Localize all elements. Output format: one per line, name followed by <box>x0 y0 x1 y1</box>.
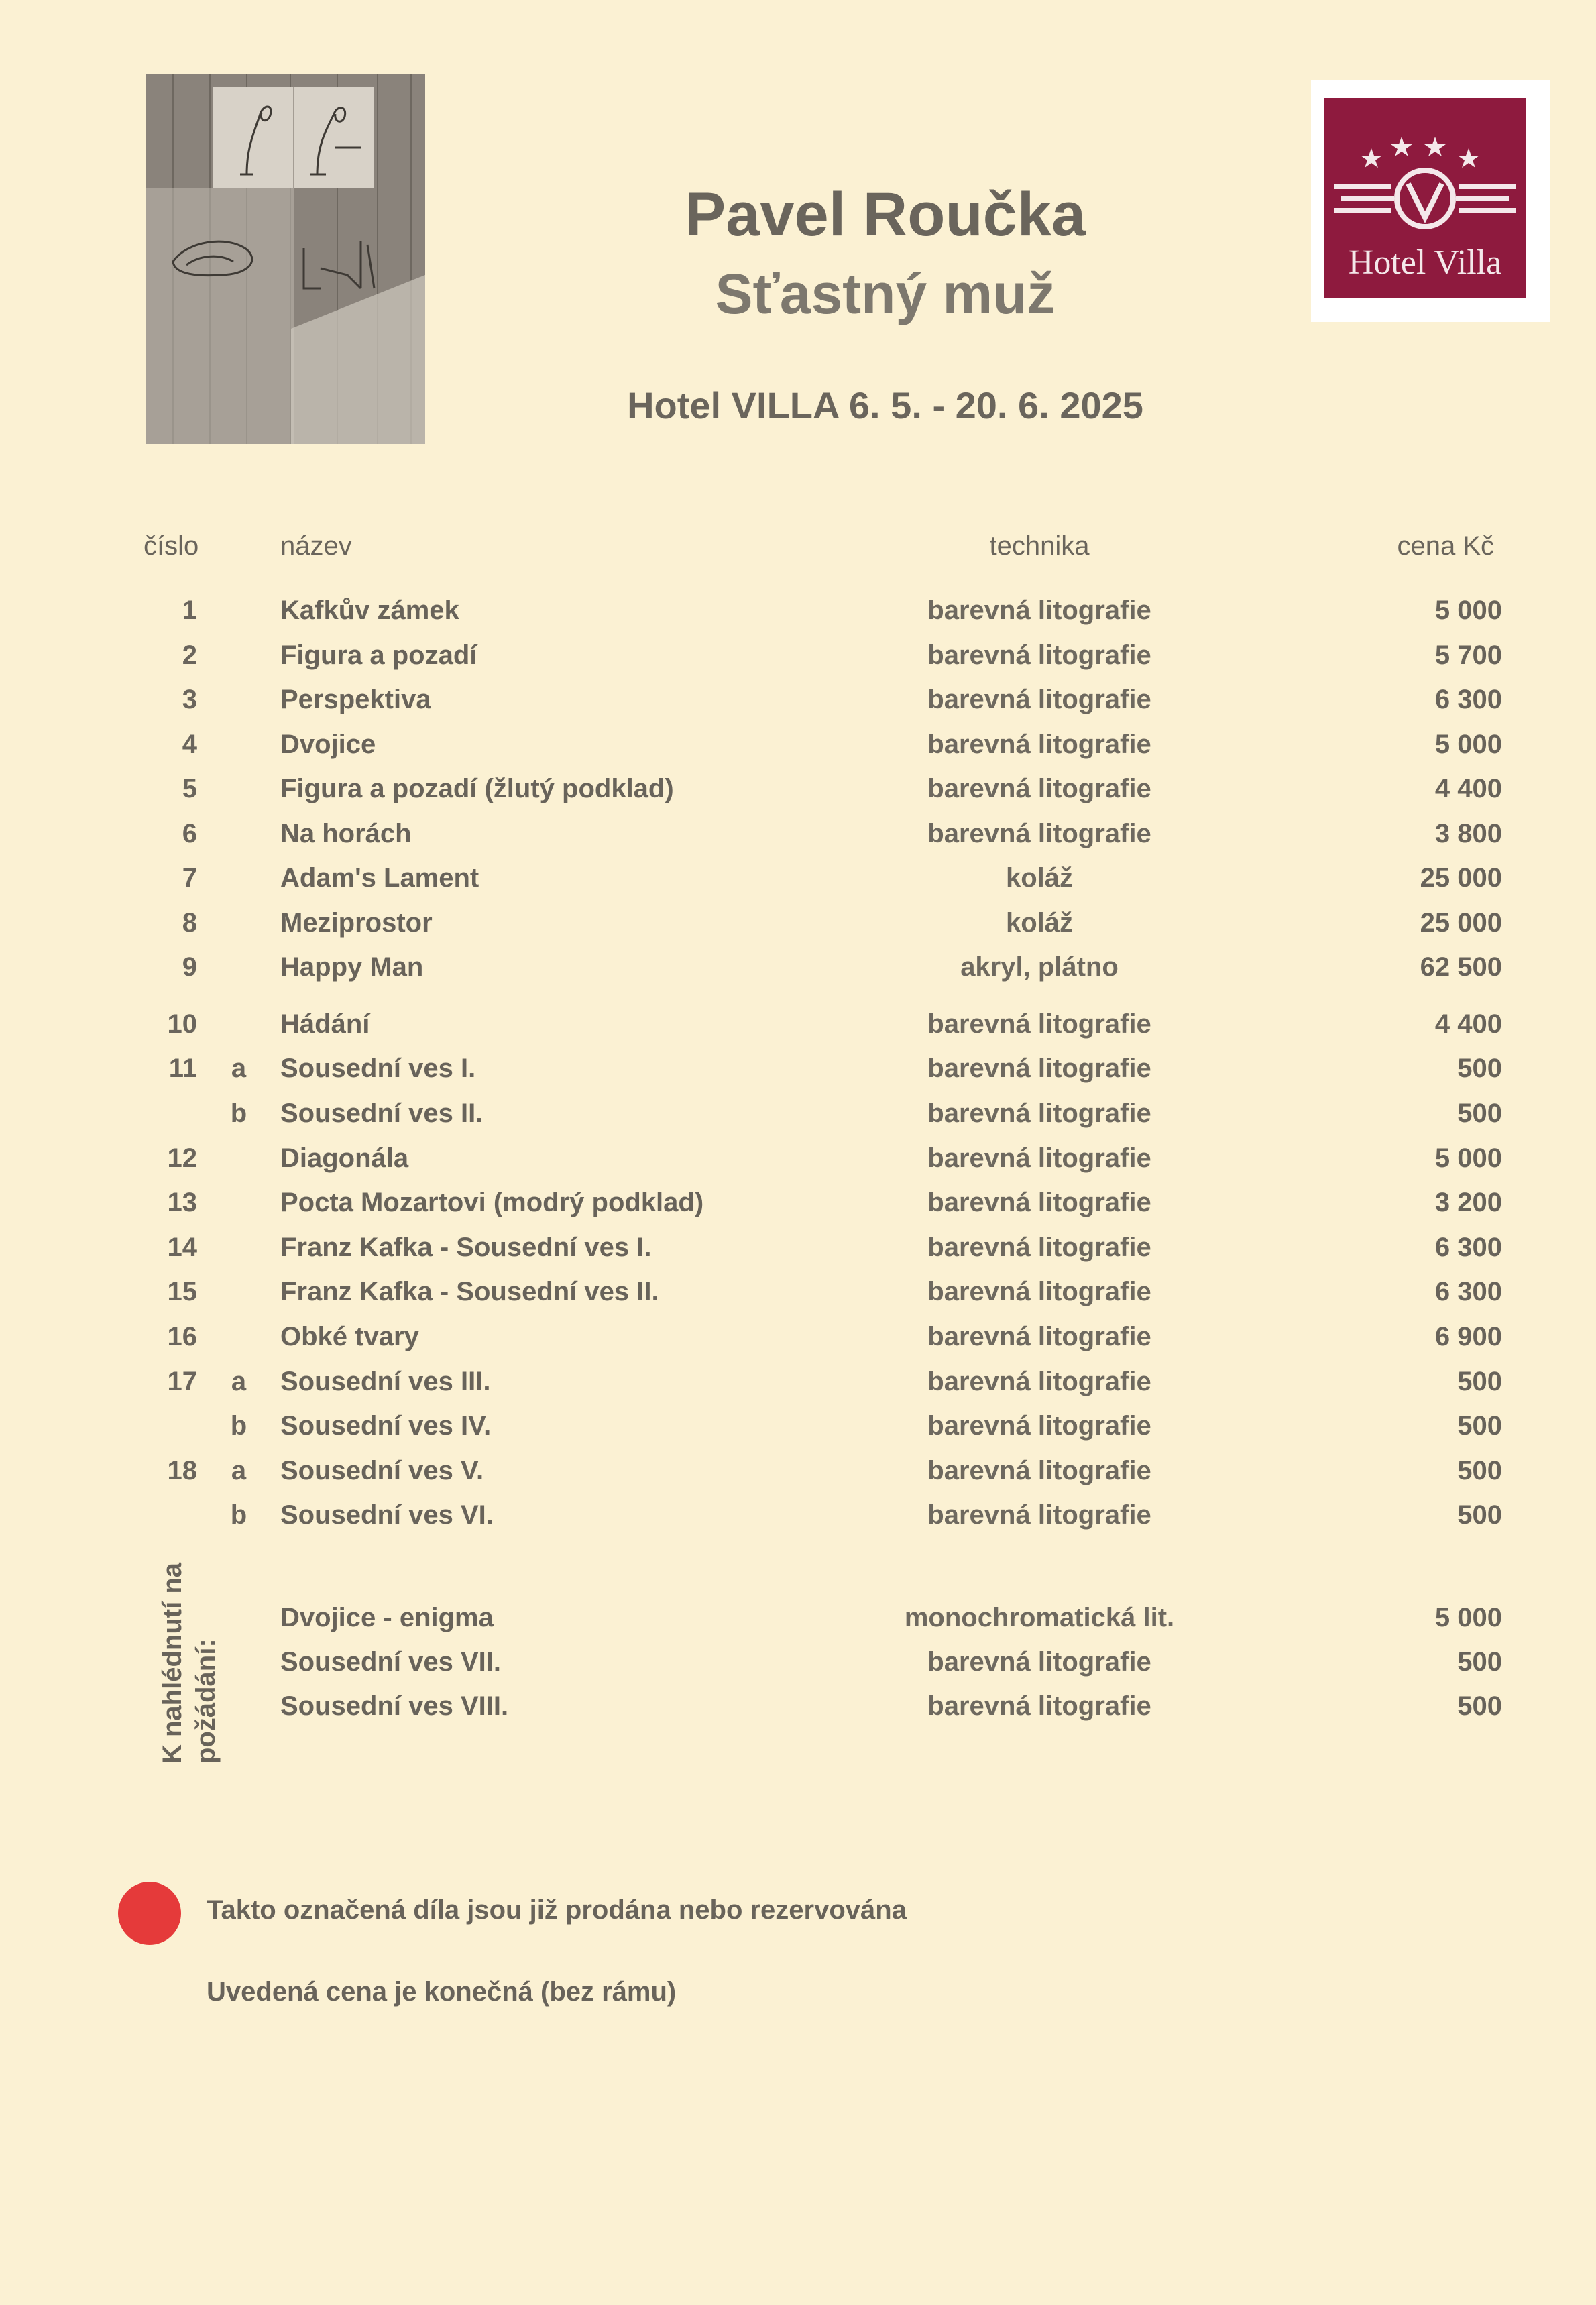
row-title: Sousední ves IV. <box>280 1411 492 1441</box>
row-technique: barevná litografie <box>927 1322 1151 1351</box>
row-number: 14 <box>167 1233 197 1262</box>
column-header-name: název <box>280 531 352 561</box>
row-number: 16 <box>167 1322 197 1351</box>
row-number: 18 <box>167 1456 197 1485</box>
logo-badge <box>1324 98 1526 298</box>
table-row <box>0 819 1596 859</box>
row-price: 62 500 <box>1420 952 1502 982</box>
row-price: 5 000 <box>1434 1143 1502 1173</box>
row-technique: barevná litografie <box>927 1233 1151 1262</box>
row-title: Happy Man <box>280 952 424 982</box>
price-note: Uvedená cena je konečná (bez rámu) <box>207 1977 677 2007</box>
row-technique: barevná litografie <box>927 1691 1151 1721</box>
row-technique: barevná litografie <box>927 1456 1151 1485</box>
row-title: Na horách <box>280 819 412 848</box>
row-price: 500 <box>1457 1411 1502 1441</box>
row-title: Sousední ves I. <box>280 1054 476 1083</box>
table-row <box>0 1099 1596 1139</box>
table-row <box>0 863 1596 903</box>
logo-text: Hotel Villa <box>1348 243 1502 282</box>
row-technique: koláž <box>1005 908 1074 938</box>
row-title: Adam's Lament <box>280 863 479 893</box>
row-price: 500 <box>1457 1691 1502 1721</box>
table-row <box>0 774 1596 814</box>
row-title: Meziprostor <box>280 908 433 938</box>
row-title: Sousední ves II. <box>280 1099 483 1128</box>
table-row <box>0 1411 1596 1451</box>
row-price: 500 <box>1457 1456 1502 1485</box>
table-row <box>0 1009 1596 1050</box>
table-row <box>0 730 1596 770</box>
artwork-thumbnail <box>146 74 425 444</box>
row-number: 7 <box>182 863 197 893</box>
row-sub: b <box>230 1099 247 1128</box>
column-header-number: číslo <box>144 531 199 561</box>
row-title: Figura a pozadí (žlutý podklad) <box>280 774 674 803</box>
row-title: Sousední ves VI. <box>280 1500 494 1530</box>
row-price: 6 300 <box>1434 1277 1502 1306</box>
row-price: 4 400 <box>1434 774 1502 803</box>
row-price: 5 000 <box>1434 730 1502 759</box>
row-title: Perspektiva <box>280 685 431 714</box>
row-title: Kafkův zámek <box>280 596 459 625</box>
row-title: Sousední ves V. <box>280 1456 484 1485</box>
row-sub: b <box>230 1411 247 1441</box>
table-row <box>0 1500 1596 1540</box>
on-request-label-line2: požádání: <box>191 1638 221 1764</box>
row-number: 8 <box>182 908 197 938</box>
artist-name: Pavel Roučka <box>684 180 1086 249</box>
list-item <box>0 1691 1596 1732</box>
row-price: 6 900 <box>1434 1322 1502 1351</box>
row-number: 6 <box>182 819 197 848</box>
row-title: Figura a pozadí <box>280 640 477 670</box>
row-price: 5 700 <box>1434 640 1502 670</box>
row-number: 9 <box>182 952 197 982</box>
row-title: Hádání <box>280 1009 370 1039</box>
row-number: 17 <box>167 1367 197 1396</box>
sold-note: Takto označená díla jsou již prodána nebo rezervována <box>207 1895 907 1925</box>
row-price: 500 <box>1457 1367 1502 1396</box>
row-number: 4 <box>182 730 197 759</box>
row-title: Obké tvary <box>280 1322 419 1351</box>
row-price: 6 300 <box>1434 685 1502 714</box>
row-title: Sousední ves III. <box>280 1367 491 1396</box>
row-price: 500 <box>1457 1500 1502 1530</box>
row-price: 3 800 <box>1434 819 1502 848</box>
row-technique: barevná litografie <box>927 1500 1151 1530</box>
row-price: 5 000 <box>1434 1603 1502 1632</box>
row-price: 500 <box>1457 1647 1502 1677</box>
row-technique: koláž <box>1005 863 1074 893</box>
row-sub: a <box>231 1054 247 1083</box>
row-technique: barevná litografie <box>927 596 1151 625</box>
row-title: Dvojice - enigma <box>280 1603 494 1632</box>
row-sub: b <box>230 1500 247 1530</box>
row-price: 500 <box>1457 1099 1502 1128</box>
table-row <box>0 1233 1596 1273</box>
row-number: 10 <box>167 1009 197 1039</box>
table-row <box>0 1143 1596 1184</box>
row-title: Sousední ves VIII. <box>280 1691 509 1721</box>
row-title: Pocta Mozartovi (modrý podklad) <box>280 1188 704 1217</box>
row-technique: barevná litografie <box>927 1277 1151 1306</box>
row-technique: barevná litografie <box>927 1367 1151 1396</box>
hotel-villa-logo <box>1311 80 1550 322</box>
venue-dates: Hotel VILLA 6. 5. - 20. 6. 2025 <box>627 384 1143 427</box>
row-sub: a <box>231 1456 247 1485</box>
row-number: 13 <box>167 1188 197 1217</box>
row-price: 500 <box>1457 1054 1502 1083</box>
table-row <box>0 1188 1596 1228</box>
row-technique: barevná litografie <box>927 1647 1151 1677</box>
table-row <box>0 952 1596 993</box>
row-number: 1 <box>182 596 197 625</box>
row-title: Franz Kafka - Sousední ves I. <box>280 1233 652 1262</box>
row-number: 15 <box>167 1277 197 1306</box>
row-price: 5 000 <box>1434 596 1502 625</box>
row-price: 25 000 <box>1420 908 1502 938</box>
row-technique: barevná litografie <box>927 774 1151 803</box>
row-number: 3 <box>182 685 197 714</box>
list-item <box>0 1603 1596 1643</box>
table-row <box>0 1277 1596 1317</box>
table-row <box>0 685 1596 725</box>
table-row <box>0 908 1596 948</box>
row-technique: barevná litografie <box>927 819 1151 848</box>
row-technique: barevná litografie <box>927 730 1151 759</box>
table-row <box>0 1367 1596 1407</box>
row-number: 11 <box>168 1054 197 1083</box>
row-number: 2 <box>182 640 197 670</box>
row-technique: barevná litografie <box>927 1411 1151 1441</box>
row-title: Diagonála <box>280 1143 409 1173</box>
row-technique: barevná litografie <box>927 1099 1151 1128</box>
row-price: 3 200 <box>1434 1188 1502 1217</box>
row-technique: barevná litografie <box>927 1009 1151 1039</box>
table-row <box>0 1054 1596 1094</box>
row-technique: monochromatická lit. <box>904 1603 1175 1632</box>
row-number: 12 <box>167 1143 197 1173</box>
row-technique: barevná litografie <box>927 1054 1151 1083</box>
row-technique: barevná litografie <box>927 640 1151 670</box>
row-technique: barevná litografie <box>927 685 1151 714</box>
row-price: 4 400 <box>1434 1009 1502 1039</box>
row-technique: barevná litografie <box>927 1188 1151 1217</box>
row-technique: akryl, plátno <box>960 952 1119 982</box>
row-title: Sousední ves VII. <box>280 1647 502 1677</box>
table-row <box>0 1456 1596 1496</box>
list-item <box>0 1647 1596 1687</box>
on-request-label-line1: K nahlédnutí na <box>158 1563 187 1764</box>
table-row <box>0 596 1596 636</box>
row-sub: a <box>231 1367 247 1396</box>
table-row <box>0 640 1596 681</box>
sold-marker-dot <box>118 1882 181 1945</box>
row-title: Dvojice <box>280 730 376 759</box>
table-row <box>0 1322 1596 1362</box>
row-title: Franz Kafka - Sousední ves II. <box>280 1277 659 1306</box>
column-header-price: cena Kč <box>1397 531 1494 561</box>
row-number: 5 <box>182 774 197 803</box>
row-price: 25 000 <box>1420 863 1502 893</box>
row-price: 6 300 <box>1434 1233 1502 1262</box>
row-technique: barevná litografie <box>927 1143 1151 1173</box>
column-header-technique: technika <box>989 531 1090 561</box>
exhibition-title: Sťastný muž <box>715 262 1056 325</box>
